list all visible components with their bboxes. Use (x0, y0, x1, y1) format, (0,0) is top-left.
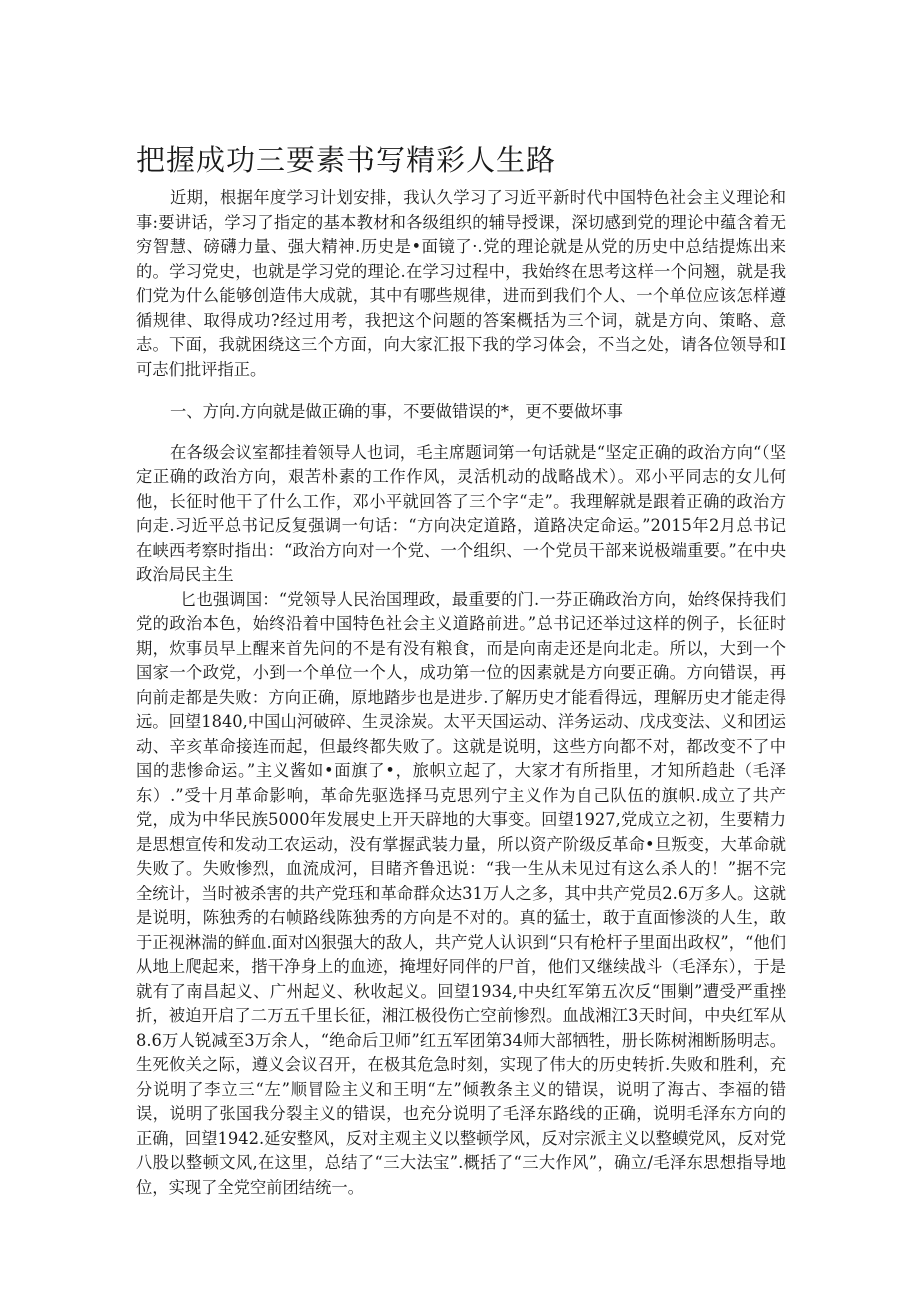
body-paragraph: 匕也强调国：“党领导人民治国理政，最重要的门.一芬正确政治方向，始终保持我们党的政治本色，始终沿着中国特色社会主义道路前进。”总书记还举过这样的例子，长征时期，炊事员早上醒来首先问的不是有没有粮食，而是向南走还是向北走。所以，大到一个国家一个政党，小到一个单位一个人，成功第一位的因素就是方向要正确。方向错误，再向前走都是失败：方向正确，原地踏步也是进步.了解历史才能看得远，理解历史才能走得远。回望1840,中国山河破碎、生灵涂炭。太平天国运动、洋务运动、戊戌变法、义和团运动、辛亥革命接连而起，但最终都失败了。这就是说明，这些方向都不对，都改变不了中国的悲惨命运。”主义酱如•面旗了•，旅帜立起了，大家才有所指里，才知所趋赴（毛泽东）.”受十月革命影响，革命先驱选择马克思列宁主义作为自己队伍的旗帜.成立了共产党，成为中华民族5000年发展史上开天辟地的大事变。回望1927,党成立之初，生要精力是思想宣传和发动工农运动，没有掌握武装力量，所以资产阶级反革命•旦叛变，大革命就失败了。失败惨烈，血流成河，目睹齐鲁迅说：“我一生从未见过有这么杀人的！”据不完全统计，当时被杀害的共产党珏和革命群众达31万人之多，其中共产党员2.6万多人。这就是说明，陈独秀的右帧路线陈独秀的方向是不对的。真的猛士，敢于直面惨淡的人生，敢于正视淋湍的鲜血.面对凶狠强大的敌人，共产党人认识到“只有枪杆子里面出政权”，“他们从地上爬起来，揩干净身上的血迹，掩埋好同伴的尸首，他们又继续战斗（毛泽东），于是就有了南昌起义、广州起义、秋收起义。回望1934,中央红军第五次反“围剿”遭受严重挫折，被迫开启了二万五千里长征，湘江极役伤亡空前惨烈。血战湘江3天时间，中央红军从8.6万人锐减至3万余人，“绝命后卫师”红五军团第34师大部牺牲，册长陈树湘断肠明志。生死攸关之际，遵义会议召开，在极其危急时刻，实现了伟大的历史转折.失败和胜利，充分说明了李立三“左”顺冒险主义和王明“左”倾教条主义的错误，说明了海古、李福的错误，说明了张国我分裂主义的错误，也充分说明了毛泽东路线的正确，说明毛泽东方向的正确，回望1942.延安整风，反对主观主义以整顿学风，反对宗派主义以整蟆党风，反对党八股以整顿文风,在这里，总结了“三大法宝”.概括了“三大作风”，确立/毛泽东思想指导地位，实现了全党空前团结统一。 (136, 589, 786, 1197)
intro-paragraph: 近期，根据年度学习计划安排，我认久学习了习近平新时代中国特色社会主义理论和事:要讲话，学习了指定的基本教材和各级组织的辅导授课，深切感到党的理论中蕴含着无穷智慧、磅礴力量、强大精神.历史是•面镜了·.党的理论就是从党的历史中总结提炼出来的。学习党史，也就是学习党的理论.在学习过程中，我始终在思考这样一个问翘，就是我们党为什么能够创造伟大成就，其中有哪些规律，进而到我们个人、一个单位应该怎样遵循规律、取得成功?经过用考，我把这个问题的答案概括为三个词，就是方向、策略、意志。下面，我就困绕这三个方面，向大家汇报下我的学习体会，不当之处，请各位领导和I可志们批评指正。 (136, 188, 786, 379)
body-paragraph: 在各级会议室都挂着领导人也词，毛主席题词第一句话就是“坚定正确的政治方向“（坚定正确的政治方向，艰苦朴素的工作作风，灵活机动的战略战术）。邓小平同志的女儿何他，长征时他干了什么工作，邓小平就回答了三个字“走”。我理解就是跟着正确的政治方向走.习近平总书记反复强调一句话：“方向决定道路，道路决定命运。”2015年2月总书记在峡西考察时指出：“政治方向对一个党、一个组织、一个党员干部来说极端重要。”在中央政治局民主生 (136, 442, 786, 584)
page-title: 把握成功三要素书写精彩人生路 (136, 143, 557, 177)
document-body (136, 186, 786, 1200)
section-heading-direction: 一、方向.方向就是做正确的事，不要做错误的*，更不要做坏事 (170, 402, 623, 421)
